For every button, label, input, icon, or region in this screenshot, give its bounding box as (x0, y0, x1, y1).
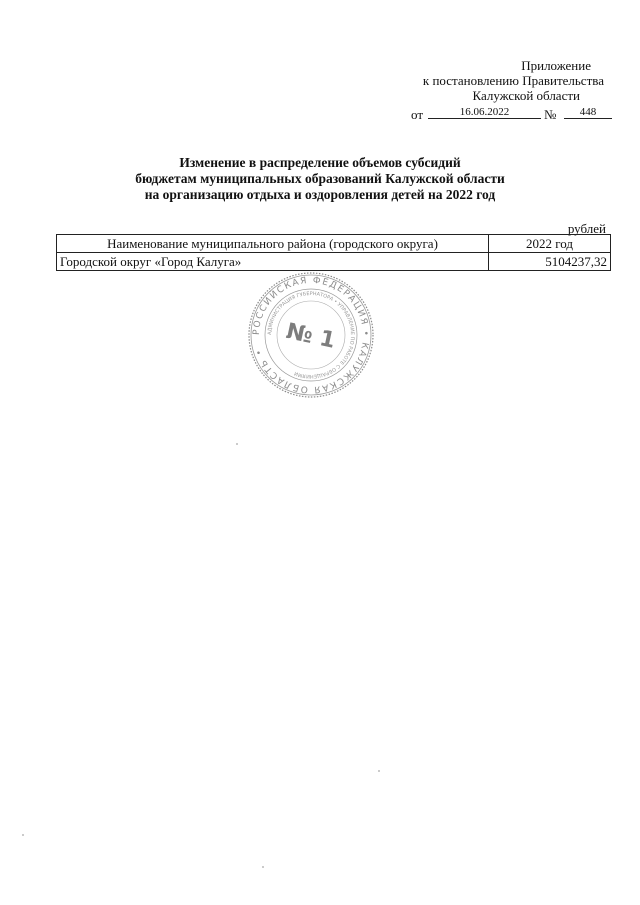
svg-text:№ 1: № 1 (283, 319, 338, 354)
speck (22, 834, 24, 836)
appendix-title: Приложение (521, 58, 591, 73)
svg-text:РОССИЙСКАЯ ФЕДЕРАЦИЯ • КАЛУЖСК: РОССИЙСКАЯ ФЕДЕРАЦИЯ • КАЛУЖСКАЯ ОБЛАСТЬ • (251, 275, 371, 395)
table-header-row (57, 235, 611, 253)
cell-amount: 5104237,32 (489, 253, 611, 271)
title-line-2: бюджетам муниципальных образований Калужской области (135, 171, 505, 186)
speck (378, 770, 380, 772)
units-label: рублей (567, 221, 606, 236)
document-title (0, 155, 640, 203)
decree-number: 448 (564, 106, 612, 119)
official-seal (246, 270, 376, 400)
cell-municipality: Городской округ «Город Калуга» (57, 253, 489, 271)
decree-date-number (411, 107, 616, 125)
subsidy-table (56, 234, 611, 271)
svg-text:АДМИНИСТРАЦИЯ ГУБЕРНАТОРА • УП: АДМИНИСТРАЦИЯ ГУБЕРНАТОРА • УПРАВЛЕНИЕ ПО РАБОТЕ С ОБРАЩЕНИЯМИ (266, 290, 356, 380)
title-line-1: Изменение в распределение объемов субсидий (179, 155, 461, 170)
appendix-header (423, 58, 604, 103)
table-row (57, 253, 611, 271)
header-year: 2022 год (489, 235, 611, 253)
header-municipality: Наименование муниципального района (городского округа) (57, 235, 489, 253)
number-label: № (544, 107, 557, 122)
speck (236, 443, 238, 445)
speck (262, 866, 264, 868)
seal-graphic (246, 270, 376, 400)
appendix-region: Калужской области (472, 88, 580, 103)
title-line-3: на организацию отдыха и оздоровления детей на 2022 год (144, 187, 496, 202)
appendix-decree-ref: к постановлению Правительства (422, 73, 604, 88)
from-label: от (411, 107, 424, 122)
decree-date: 16.06.2022 (428, 106, 541, 119)
